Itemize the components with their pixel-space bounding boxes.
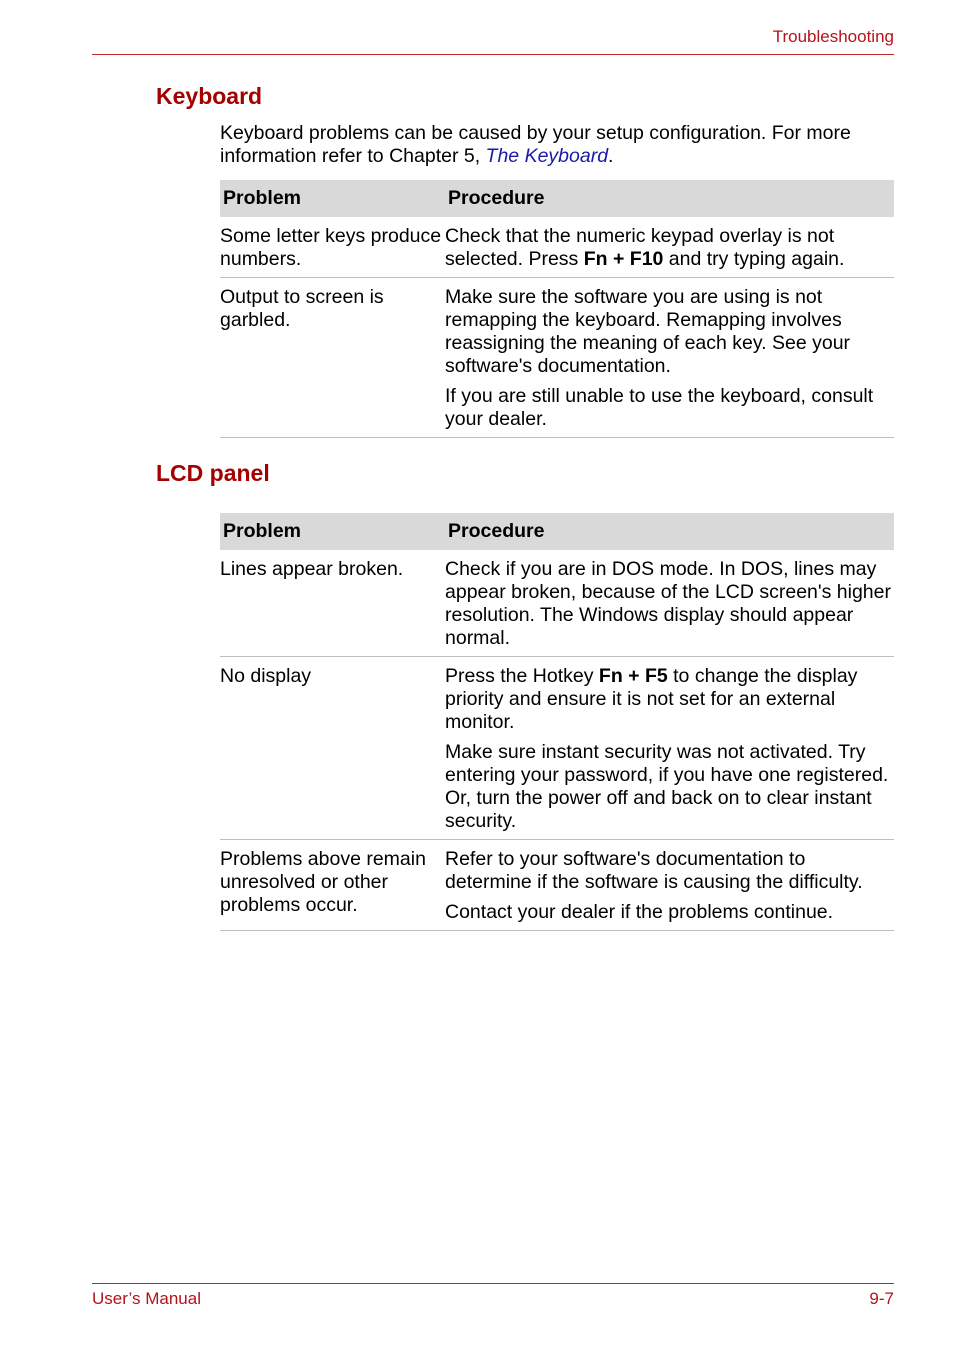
procedure-cell: [445, 840, 894, 931]
procedure-text: Check if you are in DOS mode. In DOS, lines may appear broken, because of the LCD screen's higher resolution. The Windows display should appear normal.: [445, 558, 891, 649]
intro-text: Keyboard problems can be caused by your setup configuration. For more information refer to Chapter 5,: [220, 122, 851, 167]
lcd-panel-heading: LCD panel: [156, 460, 270, 486]
procedure-cell: [445, 550, 894, 657]
intro-end: .: [608, 145, 614, 167]
procedure-text-part: and try typing again.: [663, 248, 845, 270]
procedure-cell: [445, 217, 894, 278]
procedure-text: [445, 665, 894, 734]
hotkey-text: Fn + F5: [598, 665, 668, 687]
problem-cell: Problems above remain unresolved or other problems occur.: [220, 840, 445, 931]
procedure-text: Contact your dealer if the problems continue.: [445, 901, 834, 923]
header-rule: [92, 54, 894, 55]
procedure-text-part: Press the Hotkey: [445, 665, 599, 687]
running-header: Troubleshooting: [772, 27, 894, 46]
procedure-text-part: Check that the numeric keypad overlay is not selected. Press: [445, 225, 835, 270]
page-number: 9-7: [869, 1289, 894, 1308]
lcd-table: [220, 513, 894, 931]
table-row: [220, 550, 894, 657]
table-row: [220, 278, 894, 438]
table-row: [220, 217, 894, 278]
procedure-text: [445, 225, 894, 271]
problem-column-header: Problem: [220, 180, 445, 217]
keyboard-intro: [220, 122, 896, 168]
procedure-column-header: Procedure: [445, 180, 894, 217]
table-header-row: [220, 180, 894, 217]
footer-manual-title: User’s Manual: [92, 1289, 201, 1308]
procedure-cell: [445, 657, 894, 840]
problem-cell: Some letter keys produce numbers.: [220, 217, 445, 278]
keyboard-heading: Keyboard: [156, 83, 263, 109]
table-row: [220, 657, 894, 840]
table-row: [220, 840, 894, 931]
procedure-text: Refer to your software's documentation to determine if the software is causing the difficulty.: [445, 848, 863, 893]
problem-cell: Output to screen is garbled.: [220, 278, 445, 438]
hotkey-text: Fn + F10: [583, 248, 664, 270]
procedure-text: Make sure instant security was not activated. Try entering your password, if you have one registered. Or, turn the power off and back on to clear instant security.: [445, 741, 889, 832]
chapter-link[interactable]: The Keyboard: [485, 145, 609, 167]
procedure-text: Make sure the software you are using is not remapping the keyboard. Remapping involves reassigning the meaning of each key. See your software's documentation.: [445, 286, 851, 377]
procedure-text: If you are still unable to use the keyboard, consult your dealer.: [445, 385, 874, 430]
procedure-text-part: to change the display priority and ensure it is not set for an external monitor.: [445, 665, 858, 733]
problem-cell: Lines appear broken.: [220, 550, 445, 657]
table-header-row: [220, 513, 894, 550]
keyboard-table: [220, 180, 894, 438]
problem-column-header: Problem: [220, 513, 445, 550]
footer-rule: [92, 1283, 894, 1284]
procedure-cell: [445, 278, 894, 438]
problem-cell: No display: [220, 657, 445, 840]
procedure-column-header: Procedure: [445, 513, 894, 550]
